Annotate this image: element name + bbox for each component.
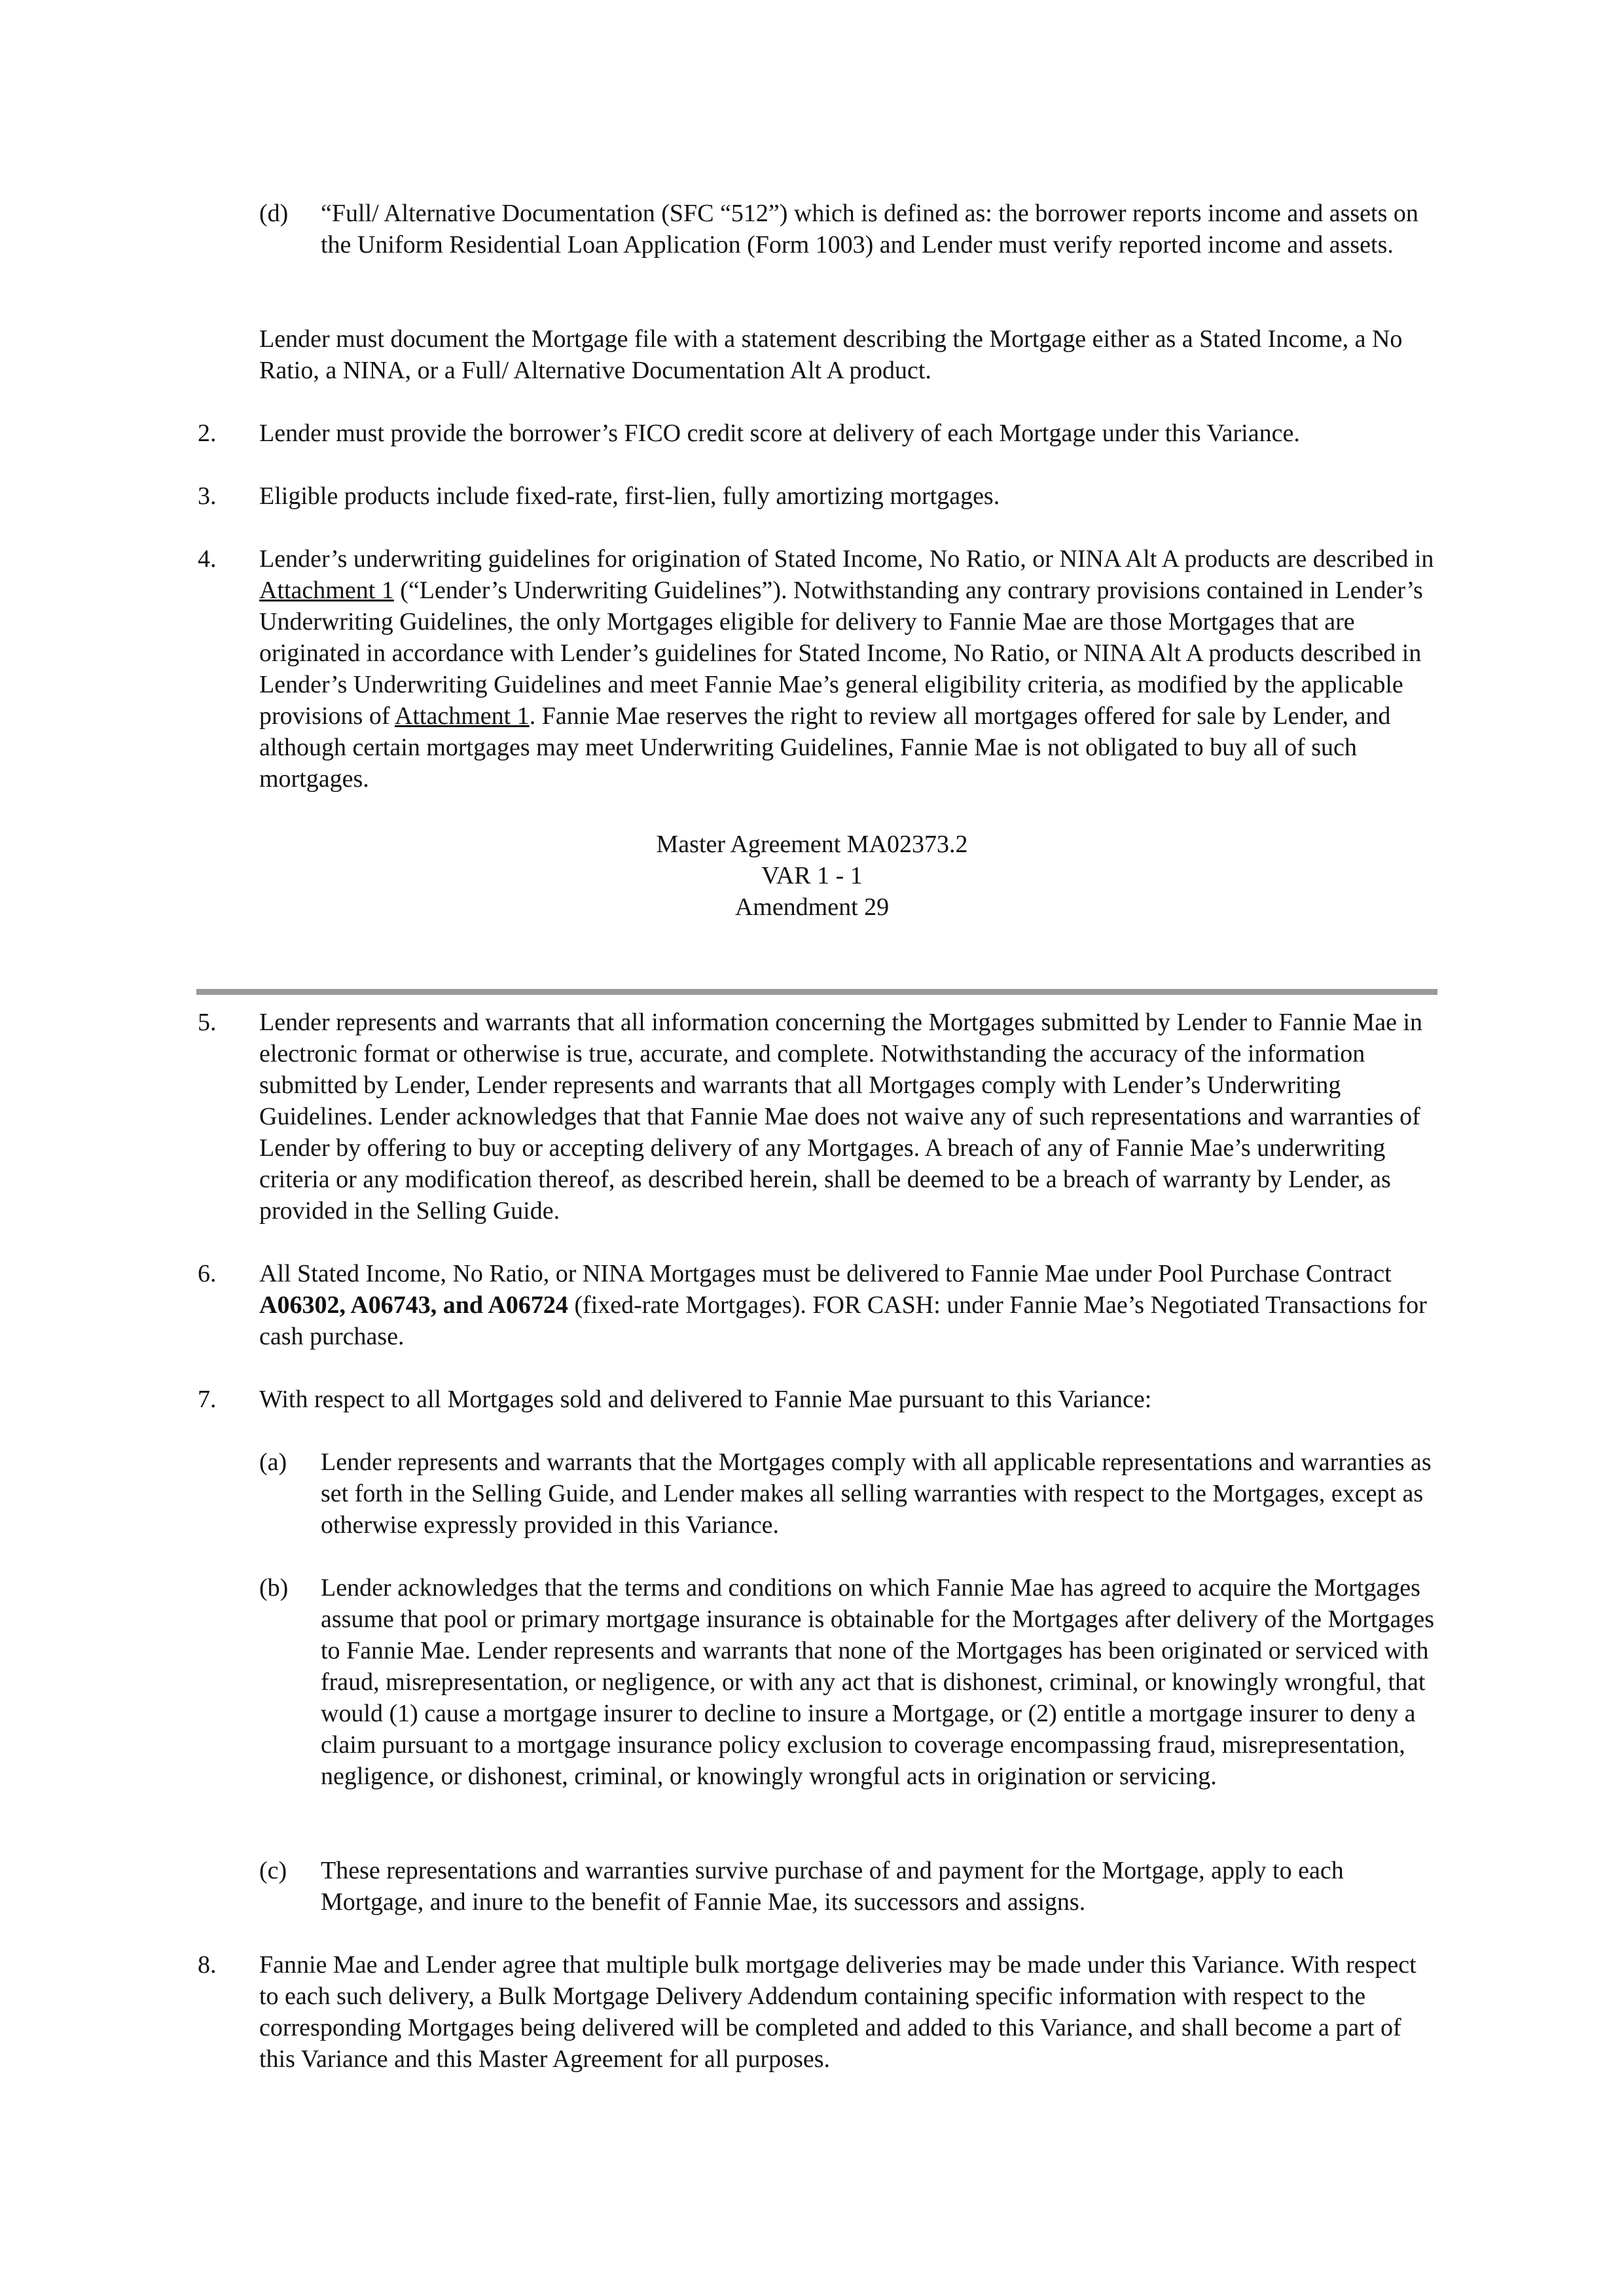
list-text: With respect to all Mortgages sold and delivered to Fannie Mae pursuant to this Variance:	[259, 1386, 1152, 1413]
list-number: 2.	[198, 420, 217, 447]
page-footer	[0, 829, 1624, 923]
list-item-6	[198, 1258, 1441, 1352]
subitem-text: Lender represents and warrants that the Mortgages comply with all applicable representations and warranties as set forth in the Selling Guide, and Lender makes all selling warranties with respect to the Mortgages, except as otherwise expressly provided in this Variance.	[321, 1448, 1432, 1539]
text-run: . Fannie Mae reserves the right to review all mortgages offered for sale by Lender, and although certain mortgages may meet Underwriting Guidelines, Fannie Mae is not obligated to buy all of such mortgages.	[259, 702, 1391, 793]
text-run: (fixed-rate Mortgages). FOR CASH: under Fannie Mae’s Negotiated Transactions for cash purchase.	[259, 1291, 1427, 1350]
list-text: Lender must provide the borrower’s FICO credit score at delivery of each Mortgage under this Variance.	[259, 420, 1300, 447]
text-run: Lender’s underwriting guidelines for origination of Stated Income, No Ratio, or NINA Alt A products are described in	[259, 545, 1434, 573]
contract-numbers: A06302, A06743, and A06724	[259, 1291, 568, 1319]
list-item-4	[198, 543, 1441, 795]
subitem-marker: (b)	[259, 1574, 289, 1602]
subitem-text: These representations and warranties survive purchase of and payment for the Mortgage, apply to each Mortgage, and inure to the benefit of Fannie Mae, its successors and assigns.	[321, 1857, 1344, 1916]
list-text: Fannie Mae and Lender agree that multiple bulk mortgage deliveries may be made under this Variance. With respect to each such delivery, a Bulk Mortgage Delivery Addendum containing specific information with respect to the corresponding Mortgages being delivered will be completed and added to this Variance, and shall become a part of this Variance and this Master Agreement for all purposes.	[259, 1951, 1416, 2073]
list-item-8	[198, 1949, 1441, 2075]
list-number: 7.	[198, 1386, 217, 1413]
subitem-marker: (d)	[259, 200, 289, 227]
text-run: (“Lender’s Underwriting Guidelines”). Notwithstanding any contrary provisions contained in Lender’s Underwriting Guidelines, the only Mortgages eligible for delivery to Fannie Mae are those Mortgages that are originated in accordance with Lender’s guidelines for Stated Income, No Ratio, or NINA Alt A products described in Lender’s Underwriting Guidelines and meet Fannie Mae’s general eligibility criteria, as modified by the applicable provisions of	[259, 577, 1423, 730]
subitem-text: Lender acknowledges that the terms and conditions on which Fannie Mae has agreed to acquire the Mortgages assume that pool or primary mortgage insurance is obtainable for the Mortgages after delivery of the Mortgages to Fannie Mae. Lender represents and warrants that none of the Mortgages has been originated or serviced with fraud, misrepresentation, or negligence, or with any act that is dishonest, criminal, or knowingly wrongful, that would (1) cause a mortgage insurer to decline to insure a Mortgage, or (2) entitle a mortgage insurer to deny a claim pursuant to a mortgage insurance policy exclusion to coverage encompassing fraud, misrepresentation, negligence, or dishonest, criminal, or knowingly wrongful acts in origination or servicing.	[321, 1574, 1435, 1790]
list-number: 6.	[198, 1260, 217, 1287]
list-number: 8.	[198, 1951, 217, 1979]
footer-amendment: Amendment 29	[734, 893, 890, 921]
subitem-marker: (c)	[259, 1857, 287, 1884]
subitem-marker: (a)	[259, 1448, 287, 1476]
list-number: 3.	[198, 482, 217, 510]
subitem-text: “Full/ Alternative Documentation (SFC “512”) which is defined as: the borrower reports income and assets on the Uniform Residential Loan Application (Form 1003) and Lender must verify reported income and assets.	[321, 200, 1418, 259]
subitem-a	[259, 1446, 1437, 1541]
list-text: Lender represents and warrants that all information concerning the Mortgages submitted by Lender to Fannie Mae in electronic format or otherwise is true, accurate, and complete. Notwithstanding the accuracy of the information submitted by Lender, Lender represents and warrants that all Mortgages comply with Lender’s Underwriting Guidelines. Lender acknowledges that that Fannie Mae does not waive any of such representations and warranties of Lender by offering to buy or accepting delivery of any Mortgages. A breach of any of Fannie Mae’s underwriting criteria or any modification thereof, as described herein, shall be deemed to be a breach of warranty by Lender, as provided in the Selling Guide.	[259, 1009, 1423, 1225]
list-item-5	[198, 1007, 1441, 1227]
list-text	[259, 543, 1441, 795]
list-item-3	[198, 480, 1441, 512]
list-item-7	[198, 1384, 1441, 1415]
subitem-c	[259, 1855, 1437, 1918]
list-text: Eligible products include fixed-rate, first-lien, fully amortizing mortgages.	[259, 482, 1000, 510]
paragraph-lender-statement	[259, 323, 1437, 386]
attachment-1-link[interactable]: Attachment 1	[394, 702, 530, 730]
subitem-d	[259, 198, 1437, 260]
list-item-2	[198, 418, 1441, 449]
text-run: All Stated Income, No Ratio, or NINA Mortgages must be delivered to Fannie Mae under Pool Purchase Contract	[259, 1260, 1392, 1287]
footer-agreement: Master Agreement MA02373.2	[656, 831, 968, 858]
paragraph-text: Lender must document the Mortgage file with a statement describing the Mortgage either as a Stated Income, a No Ratio, a NINA, or a Full/ Alternative Documentation Alt A product.	[259, 325, 1403, 384]
list-number: 4.	[198, 545, 217, 573]
list-number: 5.	[198, 1009, 217, 1036]
footer-var: VAR 1 - 1	[761, 862, 863, 889]
page-separator	[196, 989, 1437, 995]
list-text	[259, 1258, 1441, 1352]
attachment-1-link[interactable]: Attachment 1	[259, 577, 394, 604]
subitem-b	[259, 1572, 1437, 1792]
